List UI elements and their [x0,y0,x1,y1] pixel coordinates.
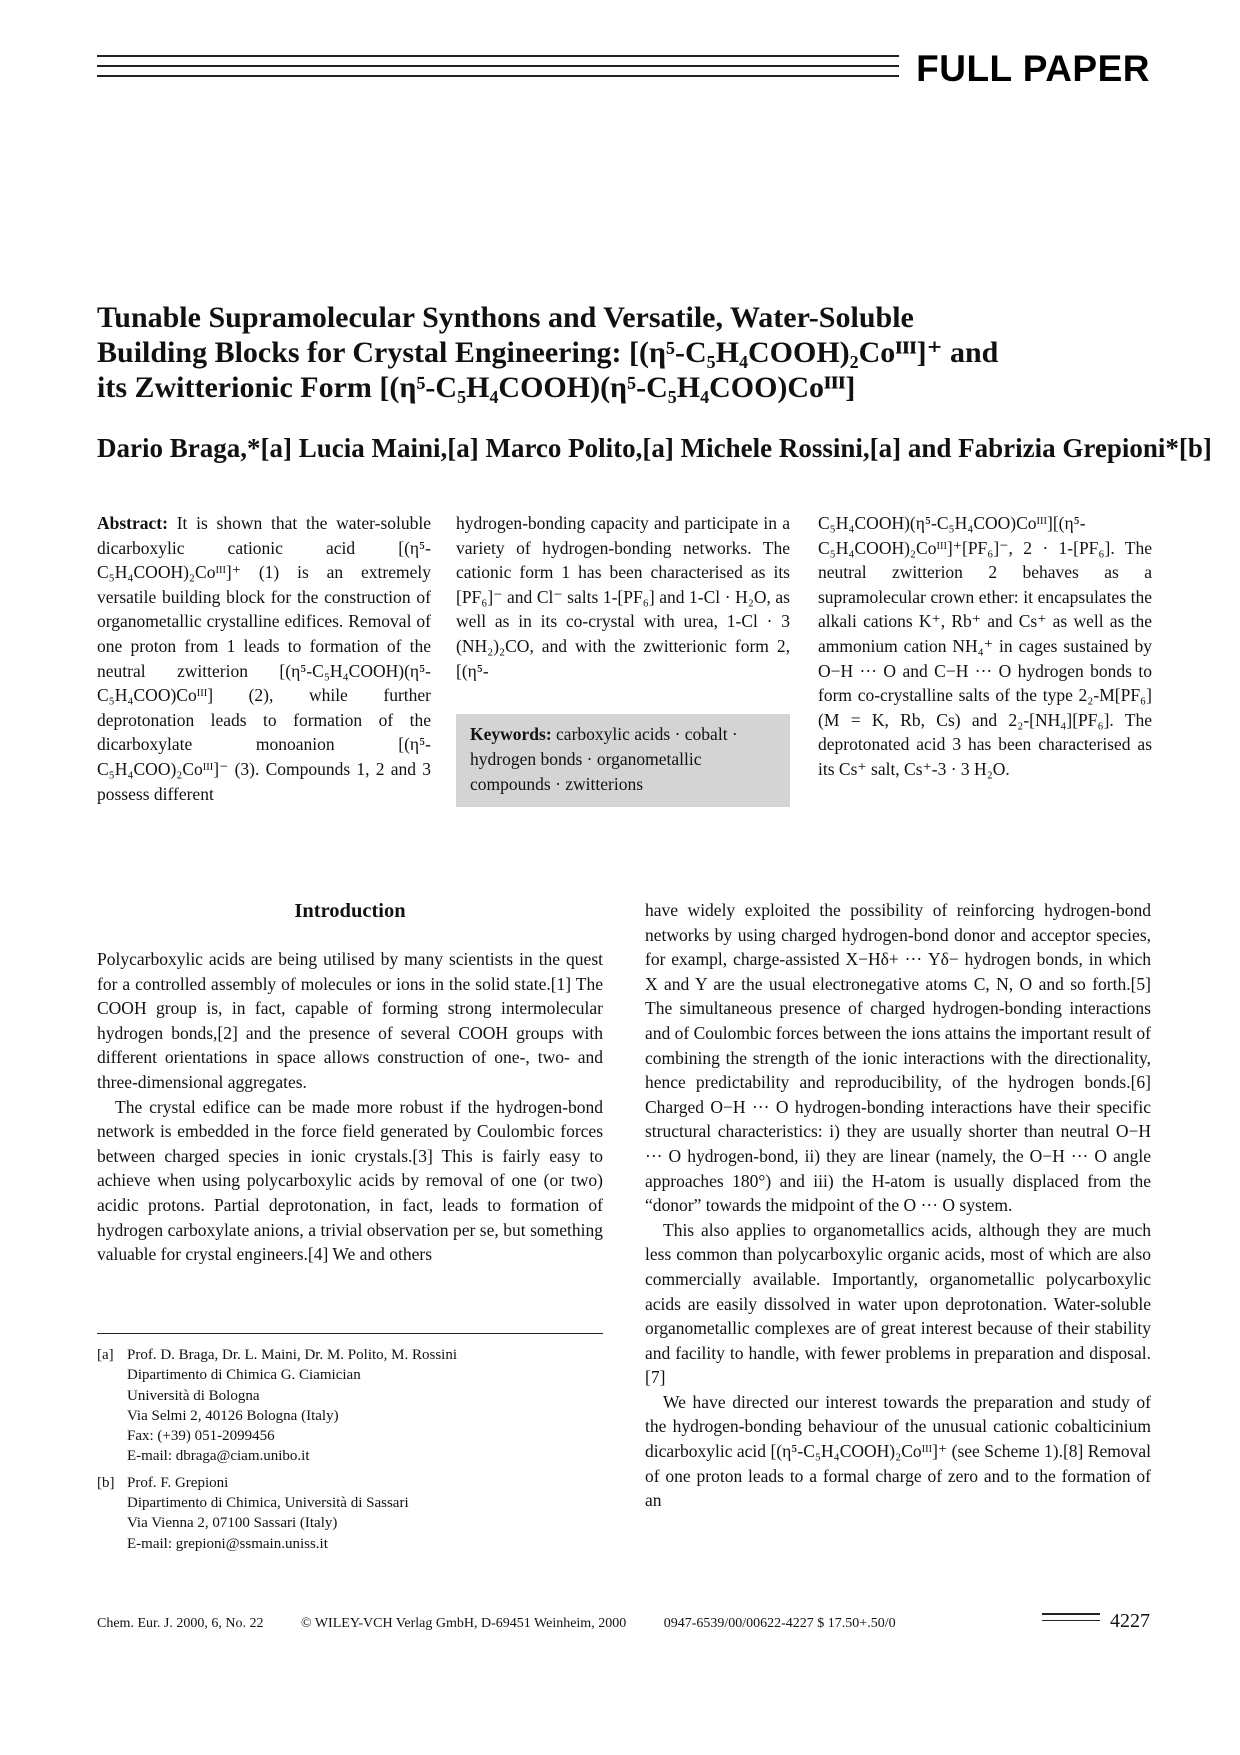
abstract-column-1 [97,511,431,806]
page-footer [97,1616,930,1632]
abstract-text: C₅H₄COOH)(η⁵-C₅H₄COO)Coᴵᴵᴵ][(η⁵-C₅H₄COOH)₂Coᴵᴵᴵ]⁺[PF₆]⁻, 2 · 1-[PF₆]. The neutral zwitterion 2 behaves as a supramolecular crown ether: it encapsulates the alkali cations K⁺, Rb⁺ and Cs⁺ as well as the ammonium cation NH₄⁺ in cages sustained by O−H ··· O and C−H ··· O hydrogen bonds to form co-crystalline salts of the type 2₂-M[PF₆] (M = K, Rb, Cs) and 2₂-[NH₄][PF₆]. The deprotonated acid 3 has been characterised as its Cs⁺ salt, Cs⁺-3 · 3 H₂O. [818,513,1152,779]
keywords-label: Keywords: [470,724,552,744]
header-rules [97,55,899,85]
affiliations [97,1345,603,1560]
keywords-box [456,714,790,807]
affiliation-line: E-mail: dbraga@ciam.unibo.it [127,1448,310,1465]
abstract-column-2 [456,511,790,683]
abstract-label: Abstract: [97,513,168,533]
journal-citation: Chem. Eur. J. 2000, 6, No. 22 [97,1616,264,1631]
body-paragraph: This also applies to organometallics acids, although they are much less common than polycarboxylic organic acids, most of which are also commercially available. Importantly, organometallic polycarboxylic acids are easily dissolved in water upon deprotonation. Water-soluble organometallic complexes are of great interest because of their stability and facility to handle, with fewer problems in preparation and disposal.[7] [645,1219,1151,1388]
body-paragraph: Polycarboxylic acids are being utilised by many scientists in the quest for a controlled assembly of molecules or ions in the solid state.[1] The COOH group is, in fact, capable of forming strong intermolecular hydrogen bonds,[2] and the presence of several COOH groups with different orientations in space allows construction of one-, two- and three-dimensional aggregates. [97,949,603,1092]
title-line: Tunable Supramolecular Synthons and Versatile, Water-Soluble [97,301,914,334]
body-column-right [645,898,1151,1513]
affiliation [97,1473,603,1554]
author-list: Dario Braga,*[a] Lucia Maini,[a] Marco Polito,[a] Michele Rossini,[a] and Fabrizia Grepioni*[b] [97,433,1212,463]
affiliation-line: Prof. F. Grepioni [127,1474,229,1491]
affiliation-key: [a] [97,1347,114,1363]
affiliation-line: Università di Bologna [127,1387,260,1404]
title-line: its Zwitterionic Form [(η⁵-C₅H₄COOH)(η⁵-C₅H₄COO)Coᴵᴵᴵ] [97,371,856,404]
affiliation-line: Via Vienna 2, 07100 Sassari (Italy) [127,1515,338,1532]
affiliation-line: Via Selmi 2, 40126 Bologna (Italy) [127,1407,339,1424]
page-number-rules [1042,1613,1100,1626]
section-label: FULL PAPER [916,48,1150,89]
affiliation-line: Prof. D. Braga, Dr. L. Maini, Dr. M. Polito, M. Rossini [127,1347,458,1363]
page-number: 4227 [1110,1610,1150,1632]
issn-code: 0947-6539/00/00622-4227 $ 17.50+.50/0 [663,1616,896,1631]
copyright-notice: © WILEY-VCH Verlag GmbH, D-69451 Weinheim, 2000 [300,1616,627,1631]
footnote-rule [97,1333,603,1334]
affiliation-line: Fax: (+39) 051-2099456 [127,1428,275,1445]
body-paragraph: We have directed our interest towards the preparation and study of the hydrogen-bonding behaviour of the unusual cationic cobalticinium dicarboxylic acid [(η⁵-C₅H₄COOH)₂Coᴵᴵᴵ]⁺ (see Scheme 1).[8] Removal of one proton leads to a formal charge of zero and to the formation of an [645,1391,1151,1511]
article-title [97,300,1157,405]
abstract-column-3 [818,511,1152,782]
abstract-text: It is shown that the water-soluble dicarboxylic cationic acid [(η⁵-C₅H₄COOH)₂Coᴵᴵᴵ]⁺ (1) is an extremely versatile building block for the construction of organometallic crystalline edifices. Removal of one proton from 1 leads to formation of the neutral zwitterion [(η⁵-C₅H₄COOH)(η⁵-C₅H₄COO)Coᴵᴵᴵ] (2), while further deprotonation leads to formation of the dicarboxylate monoanion [(η⁵-C₅H₄COO)₂Coᴵᴵᴵ]⁻ (3). Compounds 1, 2 and 3 possess different [97,513,431,804]
affiliation-line: E-mail: grepioni@ssmain.uniss.it [127,1535,328,1552]
body-column-left [97,947,603,1267]
affiliation [97,1345,603,1467]
abstract-text: hydrogen-bonding capacity and participate in a variety of hydrogen-bonding networks. The cationic form 1 has been characterised as its [PF₆]⁻ and Cl⁻ salts 1-[PF₆] and 1-Cl · H₂O, as well as in its co-crystal with urea, 1-Cl · 3 (NH₂)₂CO, and with the zwitterionic form 2, [(η⁵- [456,513,790,681]
title-line: Building Blocks for Crystal Engineering: [(η⁵-C₅H₄COOH)₂Coᴵᴵᴵ]⁺ and [97,336,999,369]
affiliation-line: Dipartimento di Chimica, Università di Sassari [127,1495,409,1512]
body-paragraph: The crystal edifice can be made more robust if the hydrogen-bond network is embedded in the force field generated by Coulombic forces between charged species in ionic crystals.[3] This is fairly easy to achieve when using polycarboxylic acids by removal of one (or two) acidic protons. Partial deprotonation, in fact, leads to formation of hydrogen carboxylate anions, a trivial observation per se, but something valuable for crystal engineers.[4] We and others [97,1096,603,1265]
body-paragraph: have widely exploited the possibility of reinforcing hydrogen-bond networks by using charged hydrogen-bond donor and acceptor species, for exampl, charge-assisted X−Hδ+ ··· Yδ− hydrogen bonds, in which X and Y are the usual electronegative atoms C, N, O and so forth.[5] The simultaneous presence of charged hydrogen-bonding interactions and of Coulombic forces between the ions attains the important result of combining the strength of the ionic interactions with the directionality, hence predictability and reproducibility, of the hydrogen bonds.[6] Charged O−H ··· O hydrogen-bonding interactions have their specific structural characteristics: i) they are usually shorter than neutral O−H ··· O hydrogen-bond, ii) they are linear (namely, the O−H ··· O angle approaches 180°) and iii) the H-atom is usually displaced from the “donor” towards the midpoint of the O ··· O system. [645,900,1151,1216]
affiliation-line: Dipartimento di Chimica G. Ciamician [127,1367,361,1384]
affiliation-key: [b] [97,1474,115,1491]
introduction-heading: Introduction [294,900,406,922]
keywords-text: carboxylic acids · cobalt · hydrogen bonds · organometallic compounds · zwitterions [470,724,738,794]
